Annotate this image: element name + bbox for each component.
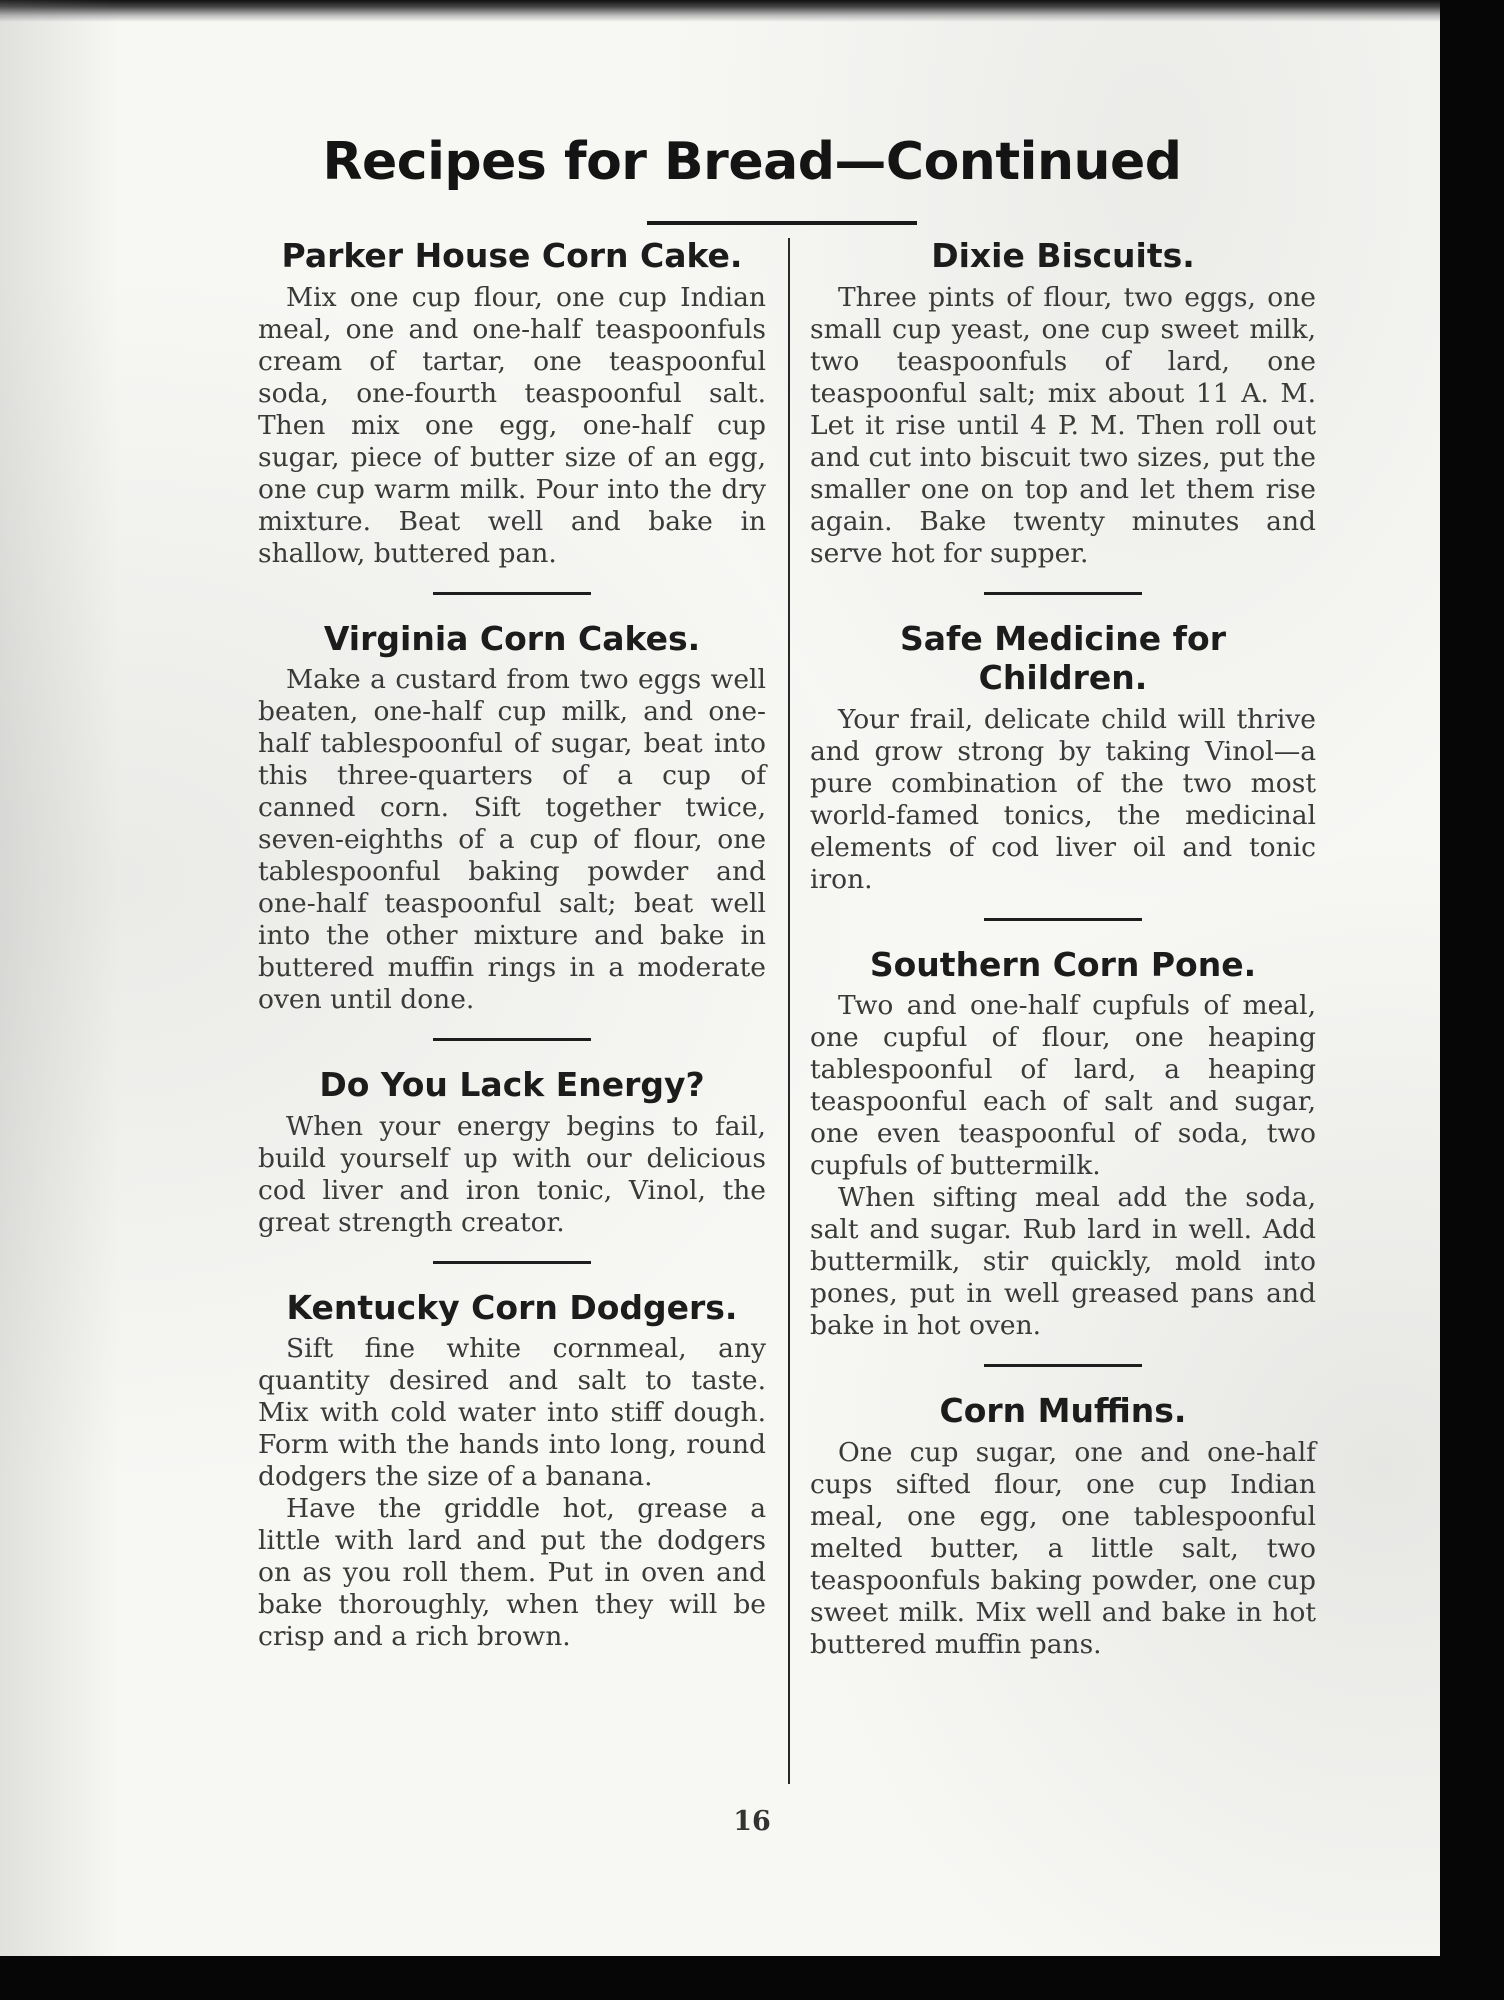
recipe-heading: Dixie Biscuits.	[931, 236, 1195, 275]
left-column	[258, 236, 766, 1653]
recipe-text: One cup sugar, one and one-half cups sifted flour, one cup Indian meal, one egg, one tablespoonful melted butter, a little salt, two teaspoonfuls baking powder, one cup sweet milk. Mix well and bake in hot buttered muffin pans.	[810, 1436, 1316, 1660]
recipe-text: Make a custard from two eggs well beaten, one-half cup milk, and one-half tablespoonful of sugar, beat into this three-quarters of a cup of canned corn. Sift together twice, seven-eighths of a cup of flour, one tablespoonful baking powder and one-half teaspoonful salt; beat well into the other mixture and bake in buttered muffin rings in a moderate oven until done.	[258, 664, 766, 1016]
recipe-heading: Do You Lack Energy?	[319, 1065, 705, 1105]
recipe-text: Three pints of flour, two eggs, one small cup yeast, one cup sweet milk, two teaspoonfuls of lard, one teaspoonful salt; mix about 11 A. M. Let it rise until 4 P. M. Then roll out and cut into biscuit two sizes, put the smaller one on top and let them rise again. Bake twenty minutes and serve hot for supper.	[810, 281, 1316, 569]
recipe-text: Mix one cup flour, one cup Indian meal, one and one-half teaspoonfuls cream of tartar, one teaspoonful soda, one-fourth teaspoonful salt. Then mix one egg, one-half cup sugar, piece of butter size of an egg, one cup warm milk. Pour into the dry mixture. Beat well and bake in shallow, buttered pan.	[258, 281, 766, 569]
recipe-text: Have the griddle hot, grease a little with lard and put the dodgers on as you roll them. Put in oven and bake thoroughly, when they will be crisp and a rich brown.	[258, 1493, 766, 1653]
recipe-heading: Southern Corn Pone.	[869, 944, 1257, 984]
section-separator	[433, 592, 591, 595]
recipe-heading: Safe Medicine for Children.	[900, 618, 1226, 698]
section-separator	[984, 592, 1142, 595]
advert-safe-medicine	[810, 619, 1316, 896]
recipe-virginia-corn-cakes	[258, 619, 766, 1017]
recipe-heading: Parker House Corn Cake.	[281, 236, 743, 275]
recipe-text: Your frail, delicate child will thrive and grow strong by taking Vinol—a pure combination of the two most world-famed tonics, the medicinal elements of cod liver oil and tonic iron.	[810, 703, 1316, 895]
recipe-corn-muffins	[810, 1391, 1316, 1661]
recipe-text: Two and one-half cupfuls of meal, one cupful of flour, one heaping tablespoonful of lard, a heaping teaspoonful each of salt and sugar, one even teaspoonful of soda, two cupfuls of buttermilk.	[810, 990, 1316, 1182]
recipe-heading: Virginia Corn Cakes.	[323, 618, 701, 658]
column-divider	[788, 238, 790, 1784]
section-separator	[984, 918, 1142, 921]
recipe-kentucky-corn-dodgers	[258, 1288, 766, 1654]
recipe-heading: Corn Muffins.	[939, 1391, 1187, 1431]
recipe-text: When sifting meal add the soda, salt and sugar. Rub lard in well. Add buttermilk, stir quickly, mold into pones, put in well greased pans and bake in hot oven.	[810, 1182, 1316, 1342]
recipe-dixie-biscuits	[810, 236, 1316, 570]
scan-left-shadow	[0, 0, 120, 1956]
recipe-heading: Kentucky Corn Dodgers.	[286, 1287, 738, 1327]
section-separator	[984, 1364, 1142, 1367]
advert-lack-energy	[258, 1065, 766, 1239]
page-title: Recipes for Bread—Continued	[322, 132, 1182, 192]
section-separator	[433, 1038, 591, 1041]
right-column	[810, 236, 1316, 1661]
scan-top-edge	[0, 0, 1440, 22]
recipe-southern-corn-pone	[810, 945, 1316, 1343]
title-underline	[647, 221, 917, 225]
section-separator	[433, 1261, 591, 1264]
recipe-text: Sift fine white cornmeal, any quantity desired and salt to taste. Mix with cold water into stiff dough. Form with the hands into long, round dodgers the size of a banana.	[258, 1333, 766, 1493]
recipe-parker-house-corn-cake	[258, 236, 766, 570]
recipe-text: When your energy begins to fail, build yourself up with our delicious cod liver and iron tonic, Vinol, the great strength creator.	[258, 1110, 766, 1238]
page-number: 16	[733, 1806, 771, 1837]
